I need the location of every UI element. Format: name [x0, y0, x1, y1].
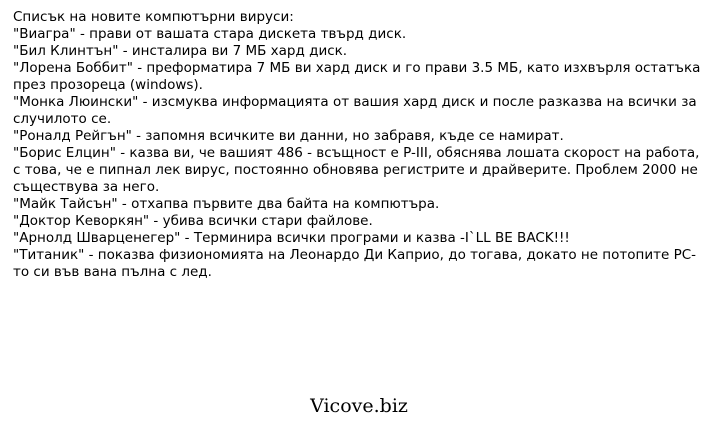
joke-item: "Роналд Рейгън" - запомня всичките ви данни, но забравя, къде се намират. [13, 128, 564, 144]
joke-item: "Борис Елцин" - казва ви, че вашият 486 - всъщност е P-III, обяснява лошата скорост на работа, с това, че е пипнал лек вирус, постоянно обновява регистрите и драйверите. Проблем 2000 не съществува за него. [13, 145, 704, 195]
joke-item: "Бил Клинтън" - инсталира ви 7 МБ хард диск. [13, 43, 348, 59]
joke-heading: Списък на новите компютърни вируси: [13, 9, 294, 25]
joke-text [13, 9, 705, 281]
joke-item: "Виагра" - прави от вашата стара дискета твърд диск. [13, 26, 407, 42]
joke-item: "Титаник" - показва физиономията на Леонардо Ди Каприо, до тогава, докато не потопите PC-то си във вана пълна с лед. [13, 247, 697, 280]
joke-item: "Лорена Боббит" - преформатира 7 МБ ви хард диск и го прави 3.5 МБ, като изхвърля остатъка през прозореца (windows). [13, 60, 705, 93]
site-watermark: Vicove.biz [310, 395, 408, 417]
joke-item: "Майк Тайсън" - отхапва първите два байта на компютъра. [13, 196, 440, 212]
joke-item: "Доктор Кеворкян" - убива всички стари файлове. [13, 213, 373, 229]
joke-item: "Монка Люински" - изсмуква информацията от вашия хард диск и после разказва на всички за случилото се. [13, 94, 701, 127]
joke-item: "Арнолд Шварценегер" - Терминира всички програми и казва -I`LL BE BACK!!! [13, 230, 570, 246]
